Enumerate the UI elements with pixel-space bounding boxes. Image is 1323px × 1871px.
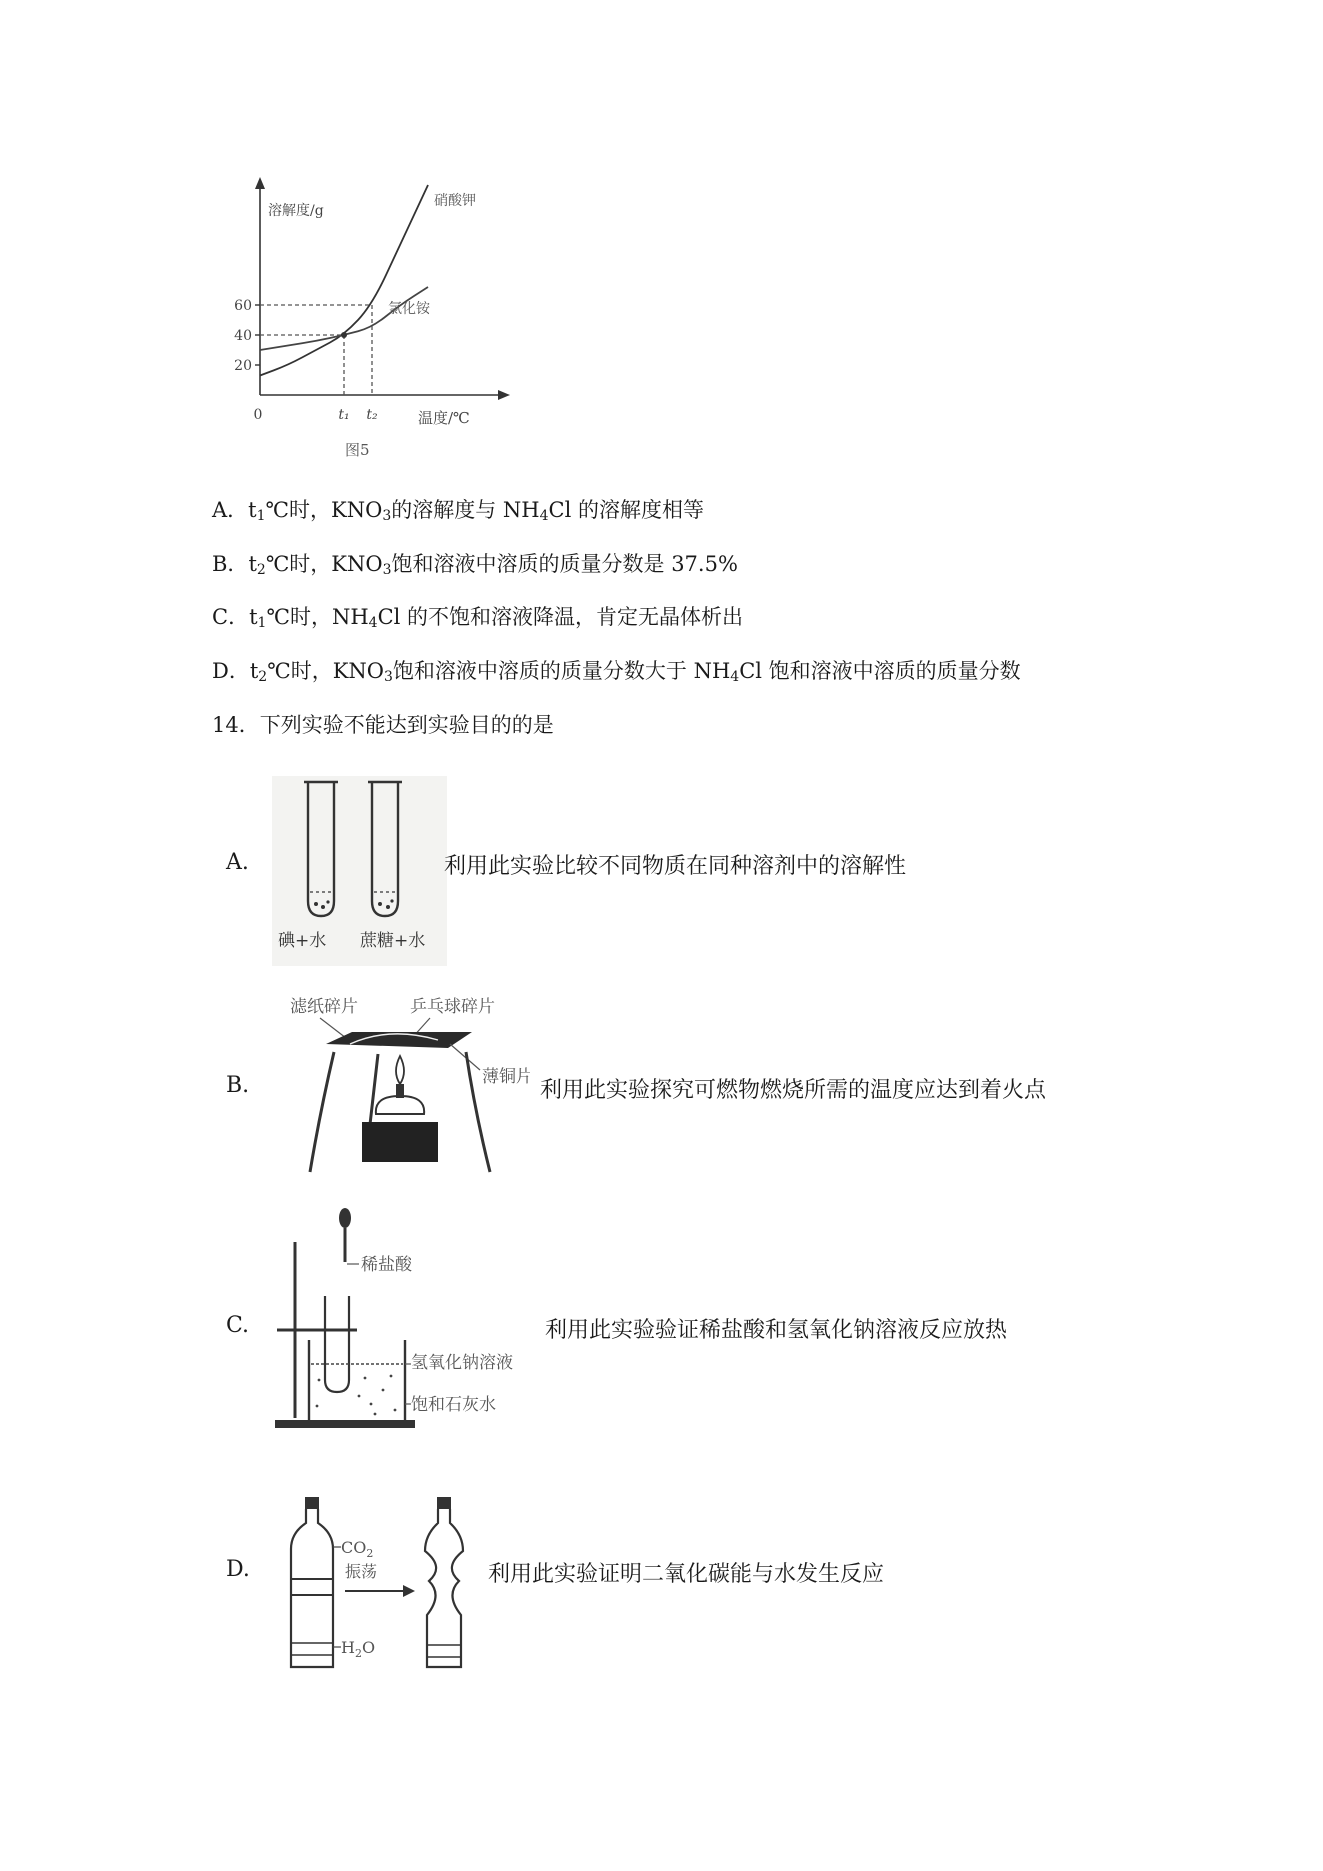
flame <box>396 1056 404 1084</box>
exp-c-figure <box>275 1200 535 1435</box>
x-axis-label: 温度/℃ <box>418 409 470 427</box>
label-limewater: 饱和石灰水 <box>411 1395 496 1415</box>
option-letter: D． <box>212 659 250 683</box>
chart-caption: 图5 <box>345 441 370 459</box>
test-tube-right <box>368 782 402 916</box>
exp-b-letter: B. <box>226 1073 250 1098</box>
label-co2: $CO_2$ <box>341 1538 374 1560</box>
x-axis-arrow <box>498 390 510 400</box>
exp-b-figure <box>270 992 530 1182</box>
dropper-bulb <box>339 1208 351 1228</box>
intersection-point <box>341 332 347 338</box>
alcohol-lamp <box>376 1096 424 1114</box>
q13-option-b: B．$t_2℃$时，$KNO_3$饱和溶液中溶质的质量分数是 37.5% <box>212 552 738 578</box>
exp-b-description: 利用此实验探究可燃物燃烧所需的温度应达到着火点 <box>540 1078 1047 1103</box>
option-letter: B． <box>212 552 249 576</box>
solubility-chart-svg <box>220 175 510 475</box>
x-tick-label: t₂ <box>366 407 378 423</box>
exp-d-description: 利用此实验证明二氧化碳能与水发生反应 <box>488 1562 885 1587</box>
exp-c-letter: C. <box>226 1313 250 1338</box>
test-tube-left <box>304 782 338 916</box>
test-tubes-svg <box>272 776 447 966</box>
label-shake: 振荡 <box>345 1562 378 1581</box>
solubility-chart <box>220 175 510 475</box>
q14-stem: 14．下列实验不能达到实验目的的是 <box>212 713 554 737</box>
exp-c-description: 利用此实验验证稀盐酸和氢氧化钠溶液反应放热 <box>545 1318 1008 1343</box>
exp-a-letter: A. <box>226 850 249 875</box>
series-label-1: 氯化铵 <box>388 301 430 317</box>
arrow-head <box>403 1585 415 1597</box>
option-letter: A． <box>212 498 249 522</box>
label-filter-paper: 滤纸碎片 <box>290 997 358 1017</box>
label-h2o: $H_2O$ <box>341 1638 376 1660</box>
option-letter: C． <box>212 605 250 629</box>
inner-test-tube <box>325 1296 349 1392</box>
exp-d-figure <box>285 1495 495 1675</box>
q13-option-d: D．$t_2℃$时，$KNO_3$饱和溶液中溶质的质量分数大于 $NH_4Cl$ 饱和溶液中溶质的质量分数 <box>212 659 1021 685</box>
bottles-svg <box>285 1495 495 1675</box>
origin-label: 0 <box>253 407 263 423</box>
beaker <box>309 1340 405 1422</box>
q13-option-a: A．$t_1℃$时，$KNO_3$的溶解度与 $NH_4Cl$ 的溶解度相等 <box>212 498 705 524</box>
exp-a-description: 利用此实验比较不同物质在同种溶剂中的溶解性 <box>444 854 907 879</box>
label-copper: 薄铜片 <box>482 1067 530 1087</box>
stand-base <box>275 1420 415 1428</box>
y-tick-label: 60 <box>234 298 252 314</box>
exp-d-letter: D. <box>226 1557 250 1582</box>
x-tick-label: t₁ <box>338 407 350 423</box>
bottle-right-crushed <box>425 1509 463 1667</box>
tube-label-left: 碘+水 <box>278 931 327 951</box>
tube-label-right: 蔗糖+水 <box>360 931 426 951</box>
series-label-0: 硝酸钾 <box>434 193 476 209</box>
beaker-stand-svg <box>275 1200 535 1435</box>
y-tick-label: 40 <box>234 328 252 344</box>
label-pingpong: 乒乓球碎片 <box>410 997 495 1017</box>
y-axis-arrow <box>255 177 265 189</box>
label-naoh: 氢氧化钠溶液 <box>411 1353 513 1373</box>
y-axis-label: 溶解度/g <box>268 203 324 219</box>
q13-option-c: C．$t_1℃$时，$NH_4Cl$ 的不饱和溶液降温，肯定无晶体析出 <box>212 605 744 631</box>
tripod-burner-svg <box>270 992 530 1182</box>
label-hcl: 稀盐酸 <box>361 1255 412 1275</box>
exp-a-figure <box>272 776 447 966</box>
series-curve-1 <box>260 287 428 350</box>
y-tick-label: 20 <box>234 358 252 374</box>
